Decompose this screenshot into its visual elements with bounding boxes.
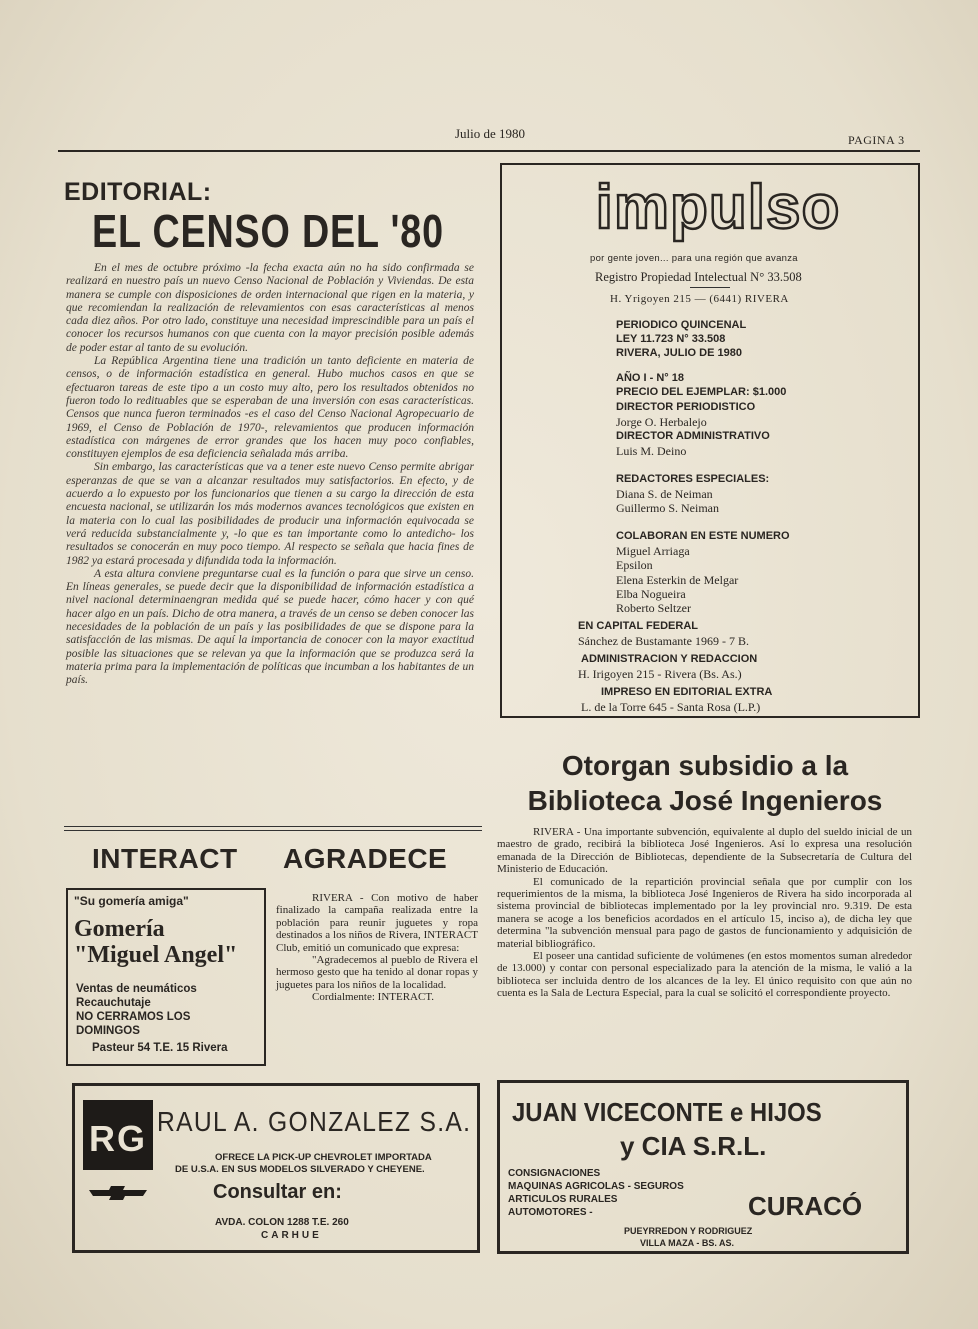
viceconte-address: PUEYRREDON Y RODRIGUEZ	[624, 1226, 753, 1236]
editorial-paragraph: La República Argentina tiene una tradición un tanto deficiente en materia de censos, o de información estadística en general. Hubo muchos casos en que se efectuaron tareas de este tipo a un costo muy alto, pero los resultados obtenidos no fueron todo lo redituables que se esperaban de una inversión con esas características. Censos que nunca fueron terminados -es el caso del Censo Nacional Agropecuario de 1969, el Censo de Población de 1970-, relevamientos que producen información estadística con márgenes de error grandes que los hacen muy poco confiables, constituyen ejemplos de esa deficiencia señalada más arriba.	[66, 355, 474, 461]
article-paragraph: Cordialmente: INTERACT.	[312, 991, 434, 1004]
admin-address: H. Irigoyen 215 - Rivera (Bs. As.)	[578, 667, 742, 681]
viceconte-service: MAQUINAS AGRICOLAS - SEGUROS	[508, 1181, 684, 1192]
viceconte-ad	[497, 1080, 909, 1254]
gonzalez-offer: OFRECE LA PICK-UP CHEVROLET IMPORTADA	[215, 1152, 432, 1163]
periodico-line: PERIODICO QUINCENAL	[616, 319, 747, 331]
chevrolet-bowtie-icon	[89, 1186, 147, 1200]
gomeria-slogan: "Su gomería amiga"	[74, 894, 189, 908]
page-number: PAGINA 3	[848, 133, 905, 147]
issue-date: Julio de 1980	[455, 126, 526, 141]
issue-number: AÑO I - N° 18	[616, 372, 684, 384]
viceconte-name: y CIA S.R.L.	[620, 1131, 767, 1161]
gonzalez-city: CARHUE	[261, 1230, 322, 1241]
gomeria-address: Pasteur 54 T.E. 15 Rivera	[92, 1042, 228, 1054]
impreso-label: IMPRESO EN EDITORIAL EXTRA	[601, 686, 773, 698]
dir-periodistico-name: Jorge O. Herbalejo	[616, 415, 707, 429]
rg-logo-icon	[83, 1100, 153, 1170]
colaborador-name: Roberto Seltzer	[616, 601, 691, 615]
subsidio-body	[497, 826, 912, 1000]
periodico-line: LEY 11.723 N° 33.508	[616, 333, 726, 345]
subsidio-headline	[505, 748, 905, 818]
admin-label: ADMINISTRACION Y REDACCION	[581, 653, 758, 665]
gonzalez-address: AVDA. COLON 1288 T.E. 260	[215, 1217, 349, 1228]
colaborador-name: Elena Esterkin de Melgar	[616, 573, 739, 587]
editorial-title: EL CENSO DEL '80	[92, 205, 444, 257]
article-paragraph: RIVERA - Con motivo de haber finalizado la campaña realizada entre la población para reunir juguetes y ropa destinados a los niños de Rivera, INTERACT Club, emitió un comunicado que expresa:	[276, 892, 478, 954]
consultar-text: Consultar en:	[213, 1181, 342, 1203]
redactor-name: Guillermo S. Neiman	[616, 501, 719, 515]
article-paragraph: El comunicado de la repartición provincial señala que por cumplir con los requerimientos de la misma, la biblioteca José Ingenieros de Rivera ha sido incorporada al sistema provincial de bibliotecas implementado por la ley provincial nro. 9.319. De esta manera se acoge a los beneficios acordados en el artículo 15, inciso a), de dicha ley que determina "la subvención mensual para pago de gastos de funcionamiento y adquisición de material bibliográfico.	[497, 875, 912, 950]
viceconte-address: VILLA MAZA - BS. AS.	[640, 1238, 734, 1248]
gonzalez-offer: DE U.S.A. EN SUS MODELOS SILVERADO Y CHEYENE.	[175, 1164, 425, 1175]
interact-title: INTERACT	[92, 843, 238, 874]
editorial-body	[66, 262, 474, 688]
logo-text: impulso	[595, 173, 841, 242]
article-paragraph: RIVERA - Una importante subvención, equivalente al duplo del sueldo inicial de un maestro de grado, recibirá la biblioteca José Ingenieros. Así lo expresa una resolución emanada de la Dirección de Bibliotecas, dependiente de la Subsecretaría de Cultura del Ministerio de Educación.	[497, 826, 912, 876]
gomeria-service: DOMINGOS	[76, 1025, 140, 1037]
rg-logo-text: RG	[89, 1118, 147, 1159]
editorial-paragraph: Sin embargo, las características que va a tener este nuevo Censo permite abrigar esperanzas de que se van a alcanzar resultados muy satisfactorios. En efecto, y de acuerdo a lo expuesto por los funcionarios que tienen a su cargo la dirección de esta encuesta nacional, se utilizarán los más modernos avances tecnológicos que existen en la materia con lo cual las posibilidades de producir una información equivocada se verá reducida substancialmente y, -lo que es tan importante como lo antedicho- los resultados se conocerán en muy poco tiempo. Al respecto se señala que hacia fines de 1982 ya estará procesada y difundida toda la información.	[66, 461, 474, 567]
registro: Registro Propiedad Intelectual N° 33.508	[595, 270, 802, 284]
viceconte-service: CONSIGNACIONES	[508, 1168, 601, 1179]
gonzalez-name: RAUL A. GONZALEZ S.A.	[157, 1106, 472, 1137]
editorial-paragraph: A esta altura conviene preguntarse cual es la función o para que sirve un censo. En líneas generales, se puede decir que la disponibilidad de información estadística a nivel nacional determinaengran medida qué se puede hacer, cómo hacer y con qué hacer algo en un país. Dicho de otra manera, a través de un censo se deben conocer las necesidades de la población de un país y las posibilidades de que se dispone para la satisfacción de las mismas. De aquí la importancia de conocer con la mayor exactitud posible las situaciones que se relevan ya que la información que se produzca será la materia prima para la implementación de políticas que incumban a los habitantes de un país.	[66, 567, 474, 687]
viceconte-town: CURACÓ	[748, 1191, 863, 1221]
editorial-bottom-rule	[64, 826, 482, 831]
viceconte-service: AUTOMOTORES -	[508, 1207, 593, 1218]
colaborador-name: Elba Nogueira	[616, 587, 686, 601]
redactores-label: REDACTORES ESPECIALES:	[616, 473, 770, 485]
gomeria-service: Recauchutaje	[76, 997, 151, 1009]
gomeria-ad	[66, 888, 266, 1066]
interact-body	[276, 892, 478, 1004]
headline-line: Otorgan subsidio a la	[561, 750, 849, 781]
gomeria-service: NO CERRAMOS LOS	[76, 1011, 191, 1023]
impreso-address: L. de la Torre 645 - Santa Rosa (L.P.)	[581, 700, 761, 714]
masthead-address: H. Yrigoyen 215 — (6441) RIVERA	[610, 293, 789, 305]
capital-label: EN CAPITAL FEDERAL	[578, 620, 698, 632]
registro-rule	[690, 287, 730, 288]
editorial-paragraph: En el mes de octubre próximo -la fecha exacta aún no ha sido confirmada se realizará en nuestro país un nuevo Censo Nacional de Población y Viviendas. De esta manera se cumple con disposiciones de orden internacional que rigen en la materia, y que recomiendan la realización de relevamientos con esas características al menos cada diez años. Por otro lado, constituye una necesidad imprescindible para un país el conocer los recursos humanos con que cuenta con la mayor precisión posible además de poder estar al tanto de su evolución.	[66, 262, 474, 354]
dir-periodistico-label: DIRECTOR PERIODISTICO	[616, 401, 756, 413]
redactor-name: Diana S. de Neiman	[616, 487, 713, 501]
gomeria-name: Gomería	[74, 916, 165, 942]
header-rule	[58, 150, 920, 152]
viceconte-service: ARTICULOS RURALES	[508, 1194, 618, 1205]
masthead-tagline: por gente joven... para una región que avanza	[590, 253, 798, 264]
colaborador-name: Miguel Arriaga	[616, 544, 690, 558]
impulso-logo	[588, 168, 848, 248]
periodico-line: RIVERA, JULIO DE 1980	[616, 347, 742, 359]
gomeria-name: "Miguel Angel"	[74, 942, 238, 968]
agradece-title: AGRADECE	[283, 843, 448, 874]
viceconte-name: JUAN VICECONTE e HIJOS	[512, 1097, 822, 1127]
headline-line: Biblioteca José Ingenieros	[527, 785, 883, 816]
gonzalez-ad	[72, 1083, 480, 1253]
editorial-label: EDITORIAL:	[64, 178, 212, 206]
colaborador-name: Epsilon	[616, 558, 653, 572]
issue-price: PRECIO DEL EJEMPLAR: $1.000	[616, 386, 787, 398]
colaboran-label: COLABORAN EN ESTE NUMERO	[616, 530, 790, 542]
dir-admin-label: DIRECTOR ADMINISTRATIVO	[616, 430, 770, 442]
article-paragraph: El poseer una cantidad suficiente de volúmenes (en estos momentos suman alrededor de 13.000) y contar con personal especializado para la atención de la misma, le valió a la biblioteca ser incluida dentro de los alcances de la ley. El único requisito con que aún no cuenta es la Sala de Lectura Especial, para la cual se solicitó el correspondiente proyecto.	[497, 950, 912, 1000]
capital-address: Sánchez de Bustamante 1969 - 7 B.	[578, 634, 749, 648]
gomeria-service: Ventas de neumáticos	[76, 983, 197, 995]
article-paragraph: "Agradecemos al pueblo de Rivera el hermoso gesto que ha tenido al donar ropas y juguetes para los niños de la localidad.	[276, 954, 478, 991]
dir-admin-name: Luis M. Deino	[616, 444, 687, 458]
